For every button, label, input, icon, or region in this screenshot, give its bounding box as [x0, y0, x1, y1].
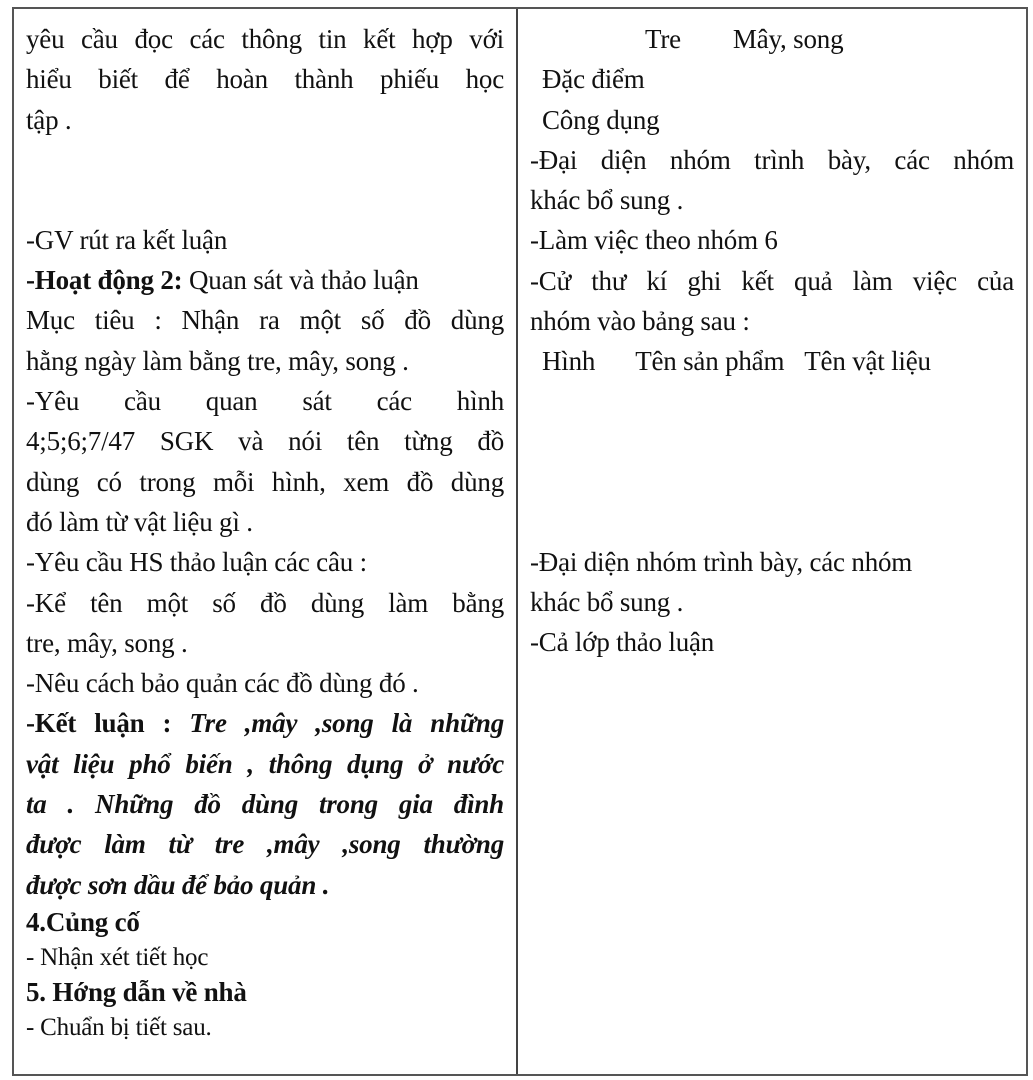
spacer [530, 382, 1014, 542]
question-1-line-1: -Kể tên một số đồ dùng làm bằng [26, 587, 504, 618]
intro-line-2: hiểu biết để hoàn thành phiếu học [26, 64, 504, 95]
worksheet-row-label: Đặc điểm [542, 64, 645, 95]
intro-line-1: yêu cầu đọc các thông tin kết hợp với [26, 24, 504, 54]
conclusion-line-4: được làm từ tre ,mây ,song thường [26, 829, 504, 860]
observe-line-4: đó làm từ vật liệu gì . [26, 506, 253, 537]
section-4-heading: 4.Củng cố [26, 906, 140, 937]
result-table-header-row [530, 341, 1014, 381]
conclusion-text-start: Tre ,mây ,song là những [171, 708, 505, 739]
objective-line-1: Mục tiêu : Nhận ra một số đồ dùng [26, 305, 504, 336]
secretary-line-2: nhóm vào bảng sau : [530, 306, 750, 337]
section-5-heading: 5. Hớng dẫn về nhà [26, 976, 247, 1007]
report-1-line-2: khác bổ sung . [530, 185, 684, 216]
result-header-figure: Hình [542, 346, 596, 377]
worksheet-row-uses [530, 100, 1014, 140]
activity-2-title: Quan sát và thảo luận [182, 265, 419, 296]
lesson-plan-table [12, 7, 1028, 1076]
worksheet-header-tre: Tre [645, 24, 681, 54]
activity-2-heading [26, 260, 504, 300]
question-1-line-2: tre, mây, song . [26, 627, 188, 658]
teacher-activities-column [14, 9, 518, 1074]
observe-line-2: 4;5;6;7/47 SGK và nói tên từng đồ [26, 426, 504, 457]
observe-line-3: dùng có trong mỗi hình, xem đồ dùng [26, 466, 504, 497]
worksheet-row-label: Công dụng [542, 104, 660, 135]
group-work: -Làm việc theo nhóm 6 [530, 225, 778, 256]
worksheet-row-characteristics [530, 59, 1014, 99]
student-activities-column [518, 9, 1026, 1074]
gv-conclusion: -GV rút ra kết luận [26, 224, 228, 255]
objective-line-2: hằng ngày làm bằng tre, mây, song . [26, 345, 409, 376]
conclusion-line-1 [26, 703, 504, 743]
conclusion-line-5: được sơn dầu để bảo quản . [26, 869, 330, 900]
worksheet-header-row [530, 19, 1014, 59]
conclusion-line-2: vật liệu phổ biến , thông dụng ở nước [26, 748, 504, 779]
secretary-line-1: -Cử thư kí ghi kết quả làm việc của [530, 265, 1014, 296]
report-1-line-1: -Đại diện nhóm trình bày, các nhóm [530, 144, 1014, 175]
result-header-material: Tên vật liệu [804, 346, 931, 377]
class-discussion: -Cả lớp thảo luận [530, 627, 715, 658]
section-5-item: - Chuẩn bị tiết sau. [26, 1013, 212, 1041]
conclusion-line-3: ta . Những đồ dùng trong gia đình [26, 789, 504, 820]
intro-line-3: tập . [26, 104, 72, 135]
discussion-intro: -Yêu cầu HS thảo luận các câu : [26, 547, 367, 578]
activity-2-label: -Hoạt động 2: [26, 265, 183, 296]
section-4-item: - Nhận xét tiết học [26, 943, 209, 971]
conclusion-label: -Kết luận : [26, 708, 172, 739]
question-2: -Nêu cách bảo quản các đồ dùng đó . [26, 668, 419, 699]
report-2-line-1: -Đại diện nhóm trình bày, các nhóm [530, 546, 913, 577]
report-2-line-2: khác bổ sung . [530, 586, 684, 617]
observe-line-1: -Yêu cầu quan sát các hình [26, 386, 504, 417]
result-header-product: Tên sản phẩm [635, 346, 785, 377]
spacer [26, 140, 504, 220]
worksheet-header-may-song: Mây, song [732, 24, 844, 54]
